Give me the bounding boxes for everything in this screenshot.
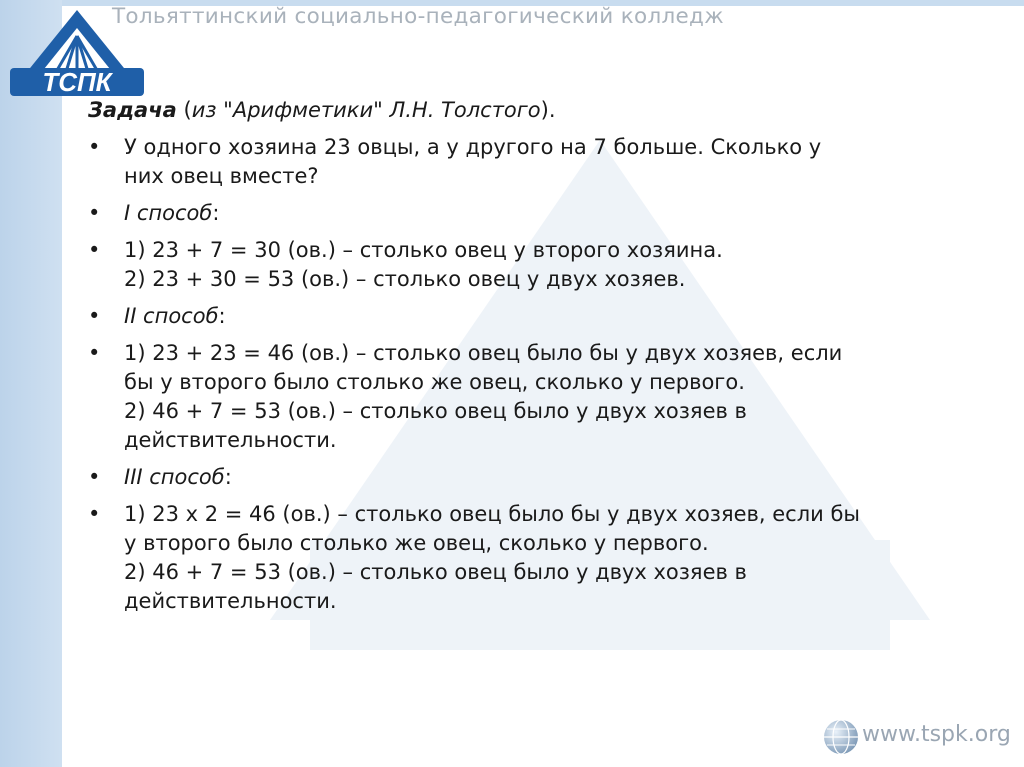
bullet-solution-1 bbox=[88, 236, 1008, 294]
line: 2) 23 + 30 = 53 (ов.) – столько овец у двух хозяев. bbox=[124, 267, 686, 291]
line: у второго было столько же овец, сколько у первого. bbox=[124, 531, 709, 555]
line: них овец вместе? bbox=[124, 164, 319, 188]
task-source-close: ). bbox=[540, 98, 556, 122]
slide-content bbox=[88, 96, 1008, 624]
line: 2) 46 + 7 = 53 (ов.) – столько овец было у двух хозяев в bbox=[124, 399, 747, 423]
logo-text: ТСПК bbox=[42, 67, 112, 97]
method-label: I способ bbox=[124, 201, 213, 225]
method-label: III способ bbox=[124, 465, 225, 489]
method-suffix: : bbox=[212, 201, 220, 225]
task-source: из "Арифметики" Л.Н. Толстого bbox=[191, 98, 541, 122]
line: 1) 23 + 23 = 46 (ов.) – столько овец было бы у двух хозяев, если bbox=[124, 341, 843, 365]
task-heading bbox=[88, 96, 1008, 125]
line: 1) 23 + 7 = 30 (ов.) – столько овец у второго хозяина. bbox=[124, 238, 723, 262]
bullet-list bbox=[88, 133, 1008, 616]
task-title: Задача bbox=[88, 98, 177, 122]
method-suffix: : bbox=[218, 304, 226, 328]
line: У одного хозяина 23 овцы, а у другого на 7 больше. Сколько у bbox=[124, 135, 822, 159]
line: 1) 23 х 2 = 46 (ов.) – столько овец было бы у двух хозяев, если бы bbox=[124, 502, 860, 526]
line: действительности. bbox=[124, 589, 337, 613]
bullet-method-2 bbox=[88, 302, 1008, 331]
bullet-solution-3 bbox=[88, 500, 1008, 616]
website-url[interactable]: www.tspk.org bbox=[862, 722, 1011, 747]
line: бы у второго было столько же овец, сколько у первого. bbox=[124, 370, 745, 394]
college-name: Тольяттинский социально-педагогический колледж bbox=[112, 4, 724, 29]
bullet-solution-2 bbox=[88, 339, 1008, 455]
college-logo bbox=[4, 6, 150, 102]
method-suffix: : bbox=[224, 465, 232, 489]
left-sidebar-bar bbox=[0, 0, 62, 767]
globe-icon bbox=[822, 718, 860, 756]
bullet-problem bbox=[88, 133, 1008, 191]
method-label: II способ bbox=[124, 304, 219, 328]
bullet-method-3 bbox=[88, 463, 1008, 492]
task-source-open: ( bbox=[176, 98, 192, 122]
line: действительности. bbox=[124, 428, 337, 452]
line: 2) 46 + 7 = 53 (ов.) – столько овец было у двух хозяев в bbox=[124, 560, 747, 584]
bullet-method-1 bbox=[88, 199, 1008, 228]
